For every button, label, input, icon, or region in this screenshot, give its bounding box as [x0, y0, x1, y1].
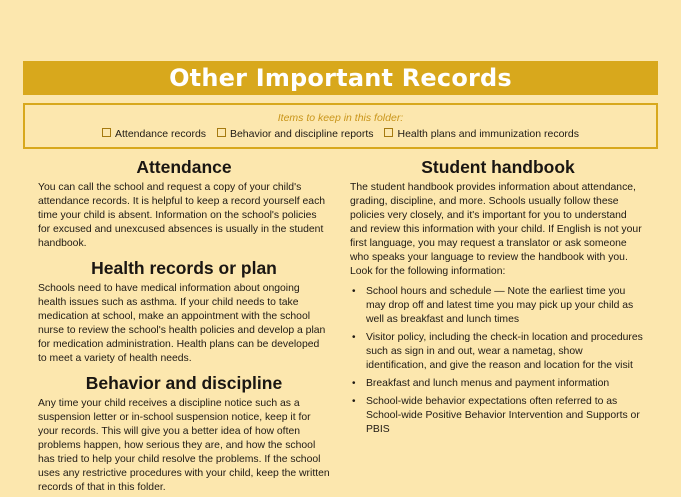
checkbox-icon [217, 128, 226, 137]
handbook-heading: Student handbook [421, 157, 575, 177]
folder-item-label: Behavior and discipline reports [229, 128, 374, 140]
folder-item [217, 128, 374, 140]
bullet-icon: • [352, 396, 356, 407]
page-title: Other Important Records [23, 61, 658, 95]
list-item [350, 395, 646, 437]
bullet-icon: • [352, 286, 356, 297]
folder-item [384, 128, 579, 140]
health-body: Schools need to have medical information about ongoing health issues such as asthma. If your child needs to take medication at school, make an appointment with the school nurse to review the school's health policies and develop a plan for medication administration. Health plans can be developed to meet a variety of health needs. [38, 283, 326, 364]
list-item-text: Breakfast and lunch menus and payment information [366, 378, 610, 389]
handbook-body: The student handbook provides information about attendance, grading, discipline, and more. Schools usually follow these policies very closely, and it's important for you to understand and review this information with your child. If English is not your first language, you may request a translator or ask someone who speaks your language to review the handbook with you. Look for the following information: [350, 182, 642, 277]
behavior-body: Any time your child receives a discipline notice such as a suspension letter or in-school suspension notice, keep it for your records. This will give you a better idea of how often problems happen, how serious they are, and how the school has tried to help your child resolve the problems. If the school uses any restrictive procedures with your child, keep the written records of that in this folder. [38, 398, 330, 493]
handbook-section [350, 156, 646, 437]
folder-items-list [25, 128, 656, 141]
right-column [350, 156, 646, 441]
checkbox-icon [384, 128, 393, 137]
bullet-icon: • [352, 332, 356, 343]
list-item [350, 377, 646, 391]
list-item-text: Visitor policy, including the check-in location and procedures such as sign in and out, wear a nametag, show identification, and give the reason and location for the visit [366, 332, 643, 371]
list-item-text: School hours and schedule — Note the earliest time you may drop off and latest time you may pick up your child as well as breakfast and lunch times [366, 286, 634, 325]
list-item [350, 331, 646, 373]
folder-items-title: Items to keep in this folder: [277, 112, 404, 124]
folder-items-box [23, 103, 658, 149]
folder-item-label: Health plans and immunization records [397, 128, 579, 140]
health-heading: Health records or plan [91, 258, 277, 278]
folder-item-label: Attendance records [114, 128, 207, 140]
attendance-body: You can call the school and request a copy of your child's attendance records. It is helpful to keep a record yourself each time your child is absent. Information on the school's policies for excused and unexcused absences is usually in the student handbook. [38, 182, 326, 249]
bullet-icon: • [352, 378, 356, 389]
checkbox-icon [102, 128, 111, 137]
health-section [38, 257, 330, 366]
behavior-heading: Behavior and discipline [85, 373, 283, 393]
list-item-text: School-wide behavior expectations often referred to as School-wide Positive Behavior Intervention and Supports or PBIS [366, 396, 640, 435]
attendance-section [38, 156, 330, 251]
left-column [38, 156, 330, 495]
handbook-list [350, 285, 646, 437]
attendance-heading: Attendance [136, 157, 232, 177]
list-item [350, 285, 646, 327]
folder-item [102, 128, 206, 140]
behavior-section [38, 372, 330, 495]
